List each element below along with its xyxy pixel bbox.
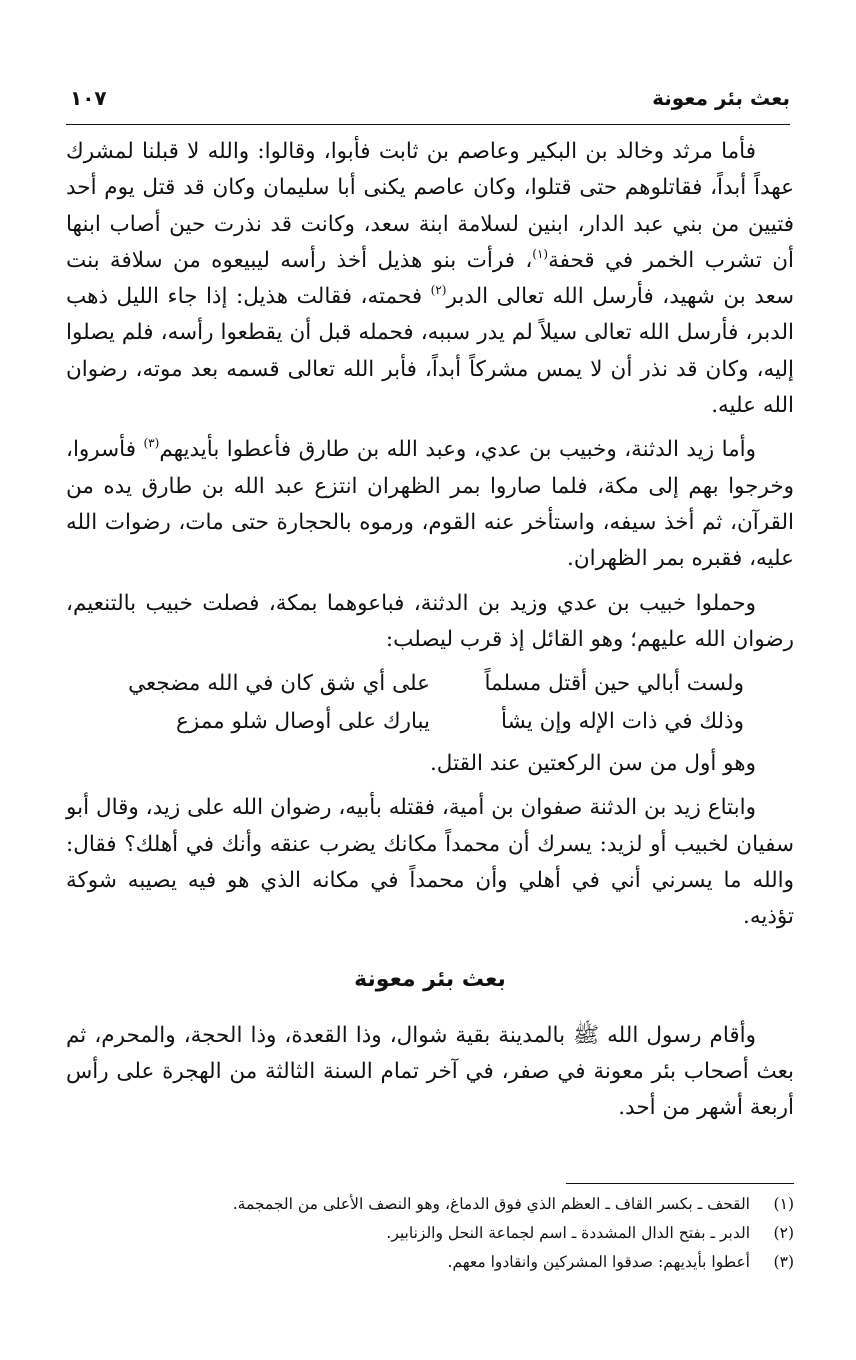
main-text [66,134,794,1135]
running-title: بعث بئر معونة [652,86,790,110]
paragraph-text: فأسروا، وخرجوا بهم إلى مكة، فلما صاروا بمر الظهران انتزع عبد الله بن طارق يده من القرآن، ثم أخذ سيفه، واستأخر عنه القوم، ورموه بالحجارة حتى مات، رضوات الله عليه، فقبره بمر الظهران. [66,437,794,572]
paragraph-text: وأما زيد الدثنة، وخبيب بن عدي، وعبد الله بن طارق فأعطوا بأيديهم [159,437,756,463]
footnote-ref: (٢) [430,283,447,298]
verse-line [66,666,744,704]
paragraph [66,134,794,424]
paragraph: وهو أول من سن الركعتين عند القتل. [429,751,756,777]
section-heading: بعث بئر معونة [354,966,506,992]
footnote-text: الدبر ـ بفتح الدال المشددة ـ اسم لجماعة النحل والزنابير. [386,1224,750,1242]
paragraph: وحملوا خبيب بن عدي وزيد بن الدثنة، فباعوهما بمكة، فصلت خبيب بالتنعيم، رضوان الله عليهم؛ وهو القائل إذ قرب ليصلب: [66,590,794,652]
footnote-number: (٢) [773,1224,794,1242]
paragraph: وابتاع زيد بن الدثنة صفوان بن أمية، فقتله بأبيه، رضوان الله على زيد، وقال أبو سفيان لخبيب أو لزيد: يسرك أن محمداً مكانك يضرب عنقه وأنك في أهلك؟ فقال: والله ما يسرني أني في أهلي وأن محمداً في مكانه الذي هو فيه يصيبه شوكة تؤذيه. [66,795,794,930]
verse-first-hemistich: ولست أبالي حين أقتل مسلماً [484,671,744,697]
paragraph-text: فحمته، فقالت هذيل: إذا جاء الليل ذهب الدبر، فأرسل الله تعالى سيلاً لم يدر سببه، فحمله قبل أن يقطعوا رأسه، فلم يصلوا إليه، وكان قد نذر أن لا يمس مشركاً أبداً، فأبر الله تعالى قسمه بعد موته، رضوان الله عليه. [66,284,794,419]
footnote-text: القحف ـ بكسر القاف ـ العظم الذي فوق الدماغ، وهو النصف الأعلى من الجمجمة. [232,1195,750,1213]
verse-second-hemistich: يبارك على أوصال شلو ممزع [176,709,430,735]
footnote-number: (٣) [773,1253,794,1271]
footnote [66,1248,794,1277]
paragraph [66,432,794,577]
footnote [66,1219,794,1248]
footnote-ref: (١) [532,246,549,261]
footnote-number: (١) [773,1195,794,1213]
paragraph-text: ، فرأت بنو هذيل أخذ رأسه ليبيعوه من سلافة بنت سعد بن شهيد، فأرسل الله تعالى الدبر [66,247,794,310]
page-header [66,86,790,122]
verse-line [66,704,744,742]
paragraph-text: فأما مرثد وخالد بن البكير وعاصم بن ثابت فأبوا، وقالوا: والله لا قبلنا لمشرك عهداً أبداً، فقاتلوهم حتى قتلوا، وكان عاصم يكنى أبا سليمان وكان قد قتل يوم أحد فتيين من بني عبد الدار، ابنين لسلامة ابنة سعد، وكانت قد نذرت حين أصاب ابنها أن تشرب الخمر في قحفة [66,139,794,273]
poem [66,666,794,742]
footnote-text: أعطوا بأيديهم: صدقوا المشركين وانقادوا معهم. [447,1253,750,1271]
page-number: ١٠٧ [70,86,107,110]
footnote [66,1190,794,1219]
verse-first-hemistich: وذلك في ذات الإله وإن يشأ [501,709,744,735]
header-divider [66,124,790,125]
paragraph: وأقام رسول الله ﷺ بالمدينة بقية شوال، وذا القعدة، وذا الحجة، والمحرم، ثم بعث أصحاب بئر معونة في صفر، في آخر تمام السنة الثالثة من الهجرة على رأس أربعة أشهر من أحد. [66,1022,794,1121]
footnotes [66,1190,794,1277]
footnote-divider [566,1183,794,1184]
footnote-ref: (٣) [143,436,160,451]
verse-second-hemistich: على أي شق كان في الله مضجعي [128,671,430,697]
